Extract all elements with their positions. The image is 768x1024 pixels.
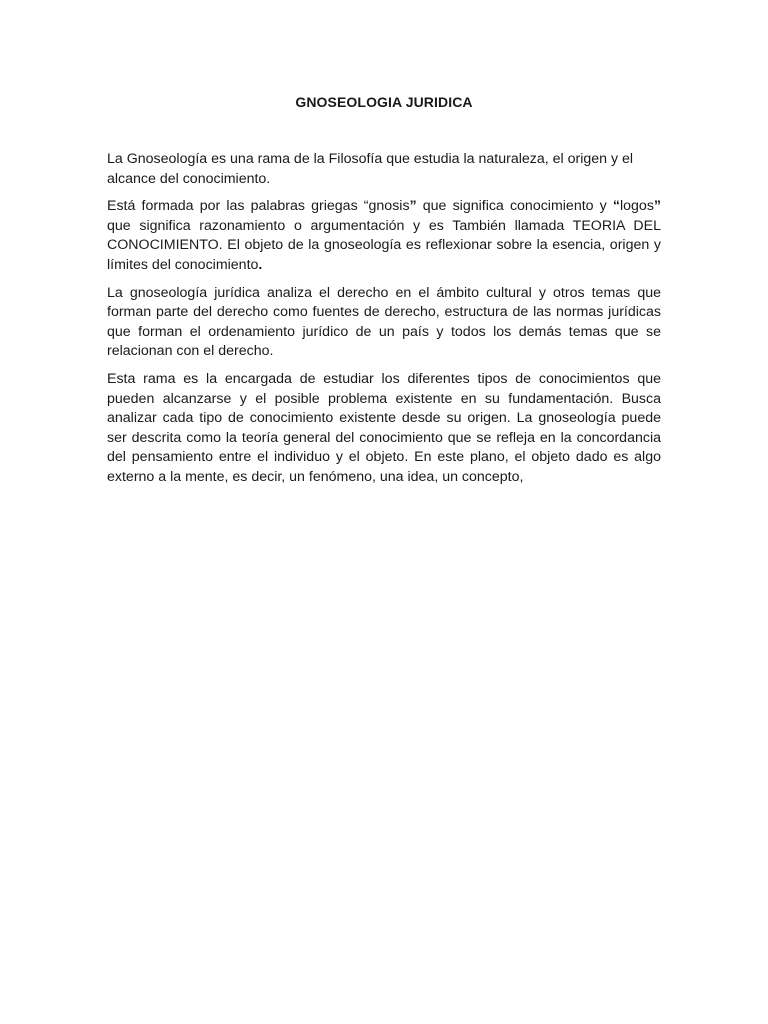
etymology-bold-quote-close-1: ” (409, 198, 417, 215)
paragraph-legal-gnoseology: La gnoseología jurídica analiza el derecho en el ámbito cultural y otros temas que forman parte del derecho como fuentes de derecho, estructura de las normas jurídicas que forman el ordenamiento jurídico de un país y todos los demás temas que se relacionan con el derecho. (107, 284, 661, 360)
etymology-text-c: logos (620, 198, 654, 215)
etymology-bold-quote-open: “ (612, 198, 620, 215)
paragraph-definition: La Gnoseología es una rama de la Filosofía que estudia la naturaleza, el origen y el alcance del conocimiento. (107, 151, 634, 187)
etymology-text-a: Está formada por las palabras griegas “gnosis (107, 198, 410, 215)
etymology-bold-quote-close-2: ” (653, 198, 662, 215)
etymology-bold-period: . (258, 256, 263, 273)
paragraph-etymology (107, 197, 661, 275)
etymology-text-d: que significa razonamiento o argumentación y es También llamada TEORIA DEL CONOCIMIENTO. El objeto de la gnoseología es reflexionar sobre la esencia, origen y límites del conocimiento (107, 217, 661, 273)
paragraph-scope: Esta rama es la encargada de estudiar los diferentes tipos de conocimientos que pueden alcanzarse y el posible problema existente en su fundamentación. Busca analizar cada tipo de conocimiento existente desde su origen. La gnoseología puede ser descrita como la teoría general del conocimiento que se refleja en la concordancia del pensamiento entre el individuo y el objeto. En este plano, el objeto dado es algo externo a la mente, es decir, un fenómeno, una idea, un concepto, (107, 370, 661, 485)
page-title: GNOSEOLOGIA JURIDICA (295, 94, 473, 110)
document-body (107, 150, 661, 496)
etymology-text-b: que significa conocimiento y (416, 198, 613, 215)
